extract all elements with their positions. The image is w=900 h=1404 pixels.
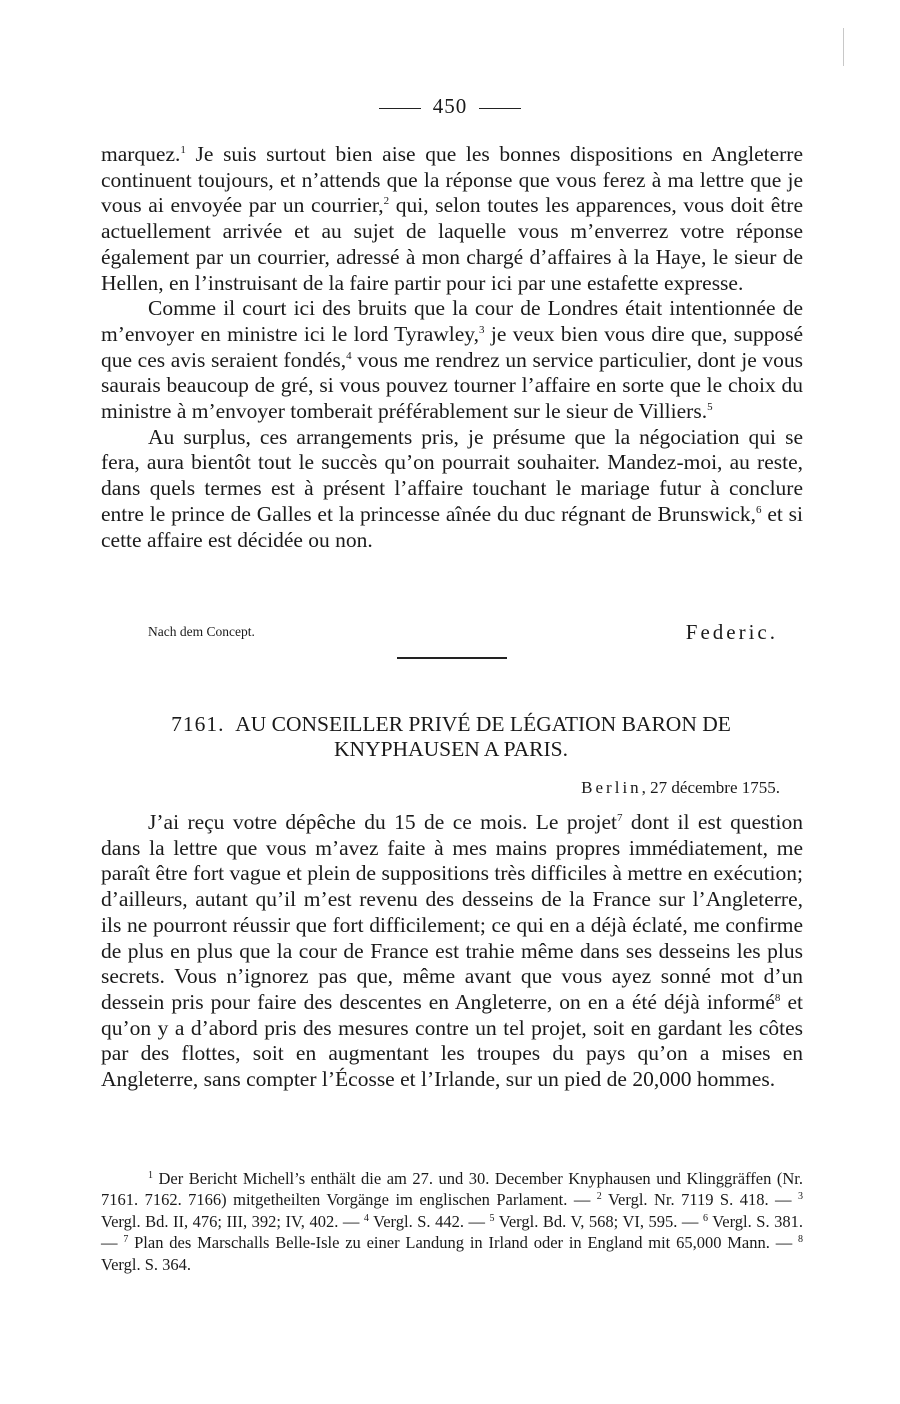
page-header — [0, 94, 900, 119]
footnote-marker: 2 — [383, 195, 390, 208]
paragraph — [101, 810, 803, 1093]
text-run: dont il est question dans la lettre que vous m’avez faite à mes mains propres immédiatement, me paraît être fort vague et plein de suppositions très difficiles à mettre en exécution; d’ailleurs, autant qu’il m’est revenu des desseins de la France sur l’Angleterre, ils ne pourront réussir que fort difficilement; ce qui en a déjà éclaté, me confirme de plus en plus que la cour de France est trahie même dans ses desseins les plus secrets. Vous n’ignorez pas que, même avant que vous ayez sonné mot d’un dessein pris pour faire des descentes en Angleterre, on en a été déjà informé — [101, 810, 803, 1014]
header-dash-left — [379, 108, 421, 109]
paragraph — [101, 296, 803, 425]
date-text: , 27 décembre 1755. — [641, 778, 780, 797]
footnote-marker: 4 — [363, 1212, 369, 1224]
text-run: Je suis surtout bien aise que les bonnes dispositions en Angleterre continuent toujours, et n’attends que la réponse que vous ferez à ma lettre que je vous ai envoyée par un courrier, — [101, 142, 803, 218]
document-number: 7161. — [171, 712, 225, 736]
text-run: J’ai reçu votre dépêche du 15 de ce mois. Le projet — [148, 810, 617, 834]
dateline — [400, 778, 780, 798]
text-run: Vergl. Nr. 7119 S. 418. — — [601, 1190, 798, 1210]
footnote-marker: 6 — [702, 1212, 708, 1224]
page-number: 450 — [432, 94, 468, 118]
text-run: vous me rendrez un service particulier, dont je vous saurais beaucoup de gré, si vous pouvez tourner l’affaire en sorte que le choix du ministre à m’envoyer tomberait préférablement sur le sieur de Villiers. — [101, 347, 803, 424]
paragraph — [101, 142, 803, 296]
text-run: je veux bien vous dire que, supposé que ces avis seraient fondés, — [101, 321, 803, 372]
text-run: Vergl. Bd. V, 568; VI, 595. — — [494, 1211, 703, 1231]
text-run: qui, selon toutes les apparences, vous doit être actuellement arrivée et au sujet de laquelle vous m’enverrez votre réponse également par un courrier, adressé à mon chargé d’affaires à la Haye, le sieur de Hellen, en l’instruisant de la faire partir pour ici par une estafette expresse. — [101, 193, 803, 295]
footnote-text — [101, 1168, 803, 1275]
source-note: Nach dem Concept. — [148, 624, 255, 639]
signature: Federic. — [685, 620, 778, 644]
footnote-marker: 6 — [756, 503, 762, 516]
footnote-marker: 4 — [346, 349, 352, 362]
paragraph — [101, 425, 803, 554]
footnote-marker: 5 — [489, 1212, 495, 1224]
header-dash-right — [479, 108, 521, 109]
footnote-marker: 7 — [617, 812, 623, 824]
document-heading — [120, 712, 782, 762]
text-run: Vergl. S. 381. — — [101, 1211, 804, 1253]
text-run: Au surplus, ces arrangements pris, je présume que la négociation qui se fera, aura bientôt tout le succès qu’on pourrait souhaiter. Mandez-moi, au reste, dans quels termes est à présent l’affaire touchant le mariage futur à conclure entre le prince de Galles et la princesse aînée du duc régnant de Brunswick, — [101, 424, 803, 526]
letter-7160-body — [101, 142, 803, 553]
text-run: Der Bericht Michell’s enthält die am 27. und 30. December Knyphausen und Klinggräffen (Nr. 7161. 7162. 7166) mitgetheilten Vorgänge im englischen Parlament. — — [101, 1169, 803, 1210]
text-run: Plan des Marschalls Belle-Isle zu einer Landung in Irland oder in England mit 65,000 Mann. — — [128, 1233, 798, 1253]
footnote-marker: 3 — [479, 323, 485, 336]
document-title: AU CONSEILLER PRIVÉ DE LÉGATION BARON DE KNYPHAUSEN A PARIS. — [235, 712, 731, 761]
text-run: Vergl. S. 442. — — [368, 1211, 490, 1231]
text-run: Vergl. Bd. II, 476; III, 392; IV, 402. — — [101, 1211, 364, 1231]
signature-row — [148, 620, 778, 648]
text-run: Vergl. S. 364. — [101, 1254, 191, 1274]
scan-edge-mark — [843, 28, 844, 66]
footnote-marker: 8 — [798, 1234, 803, 1246]
footnote-marker: 7 — [123, 1234, 129, 1246]
text-run: et qu’on y a d’abord pris des mesures contre un tel projet, soit en gardant les côtes par des flottes, soit en augmentant les troupes du pays qu’on a mises en Angleterre, sans compter l’Écosse et l’Irlande, sur un pied de 20,000 hommes. — [101, 989, 803, 1092]
date-place: Berlin — [581, 778, 642, 797]
text-run: Comme il court ici des bruits que la cour de Londres était intentionnée de m’envoyer en ministre ici le lord Tyrawley, — [101, 296, 803, 346]
text-run: et si cette affaire est décidée ou non. — [101, 501, 804, 552]
footnote-marker: 3 — [798, 1191, 803, 1203]
footnote-marker: 1 — [180, 144, 186, 156]
footnote-marker: 8 — [774, 991, 781, 1004]
text-run: marquez. — [101, 142, 181, 166]
footnote-marker: 5 — [707, 401, 713, 414]
footnotes — [101, 1168, 803, 1275]
section-divider — [397, 657, 507, 659]
letter-7161-body — [101, 810, 803, 1093]
footnote-marker: 1 — [148, 1170, 153, 1181]
footnote-marker: 2 — [596, 1191, 602, 1203]
